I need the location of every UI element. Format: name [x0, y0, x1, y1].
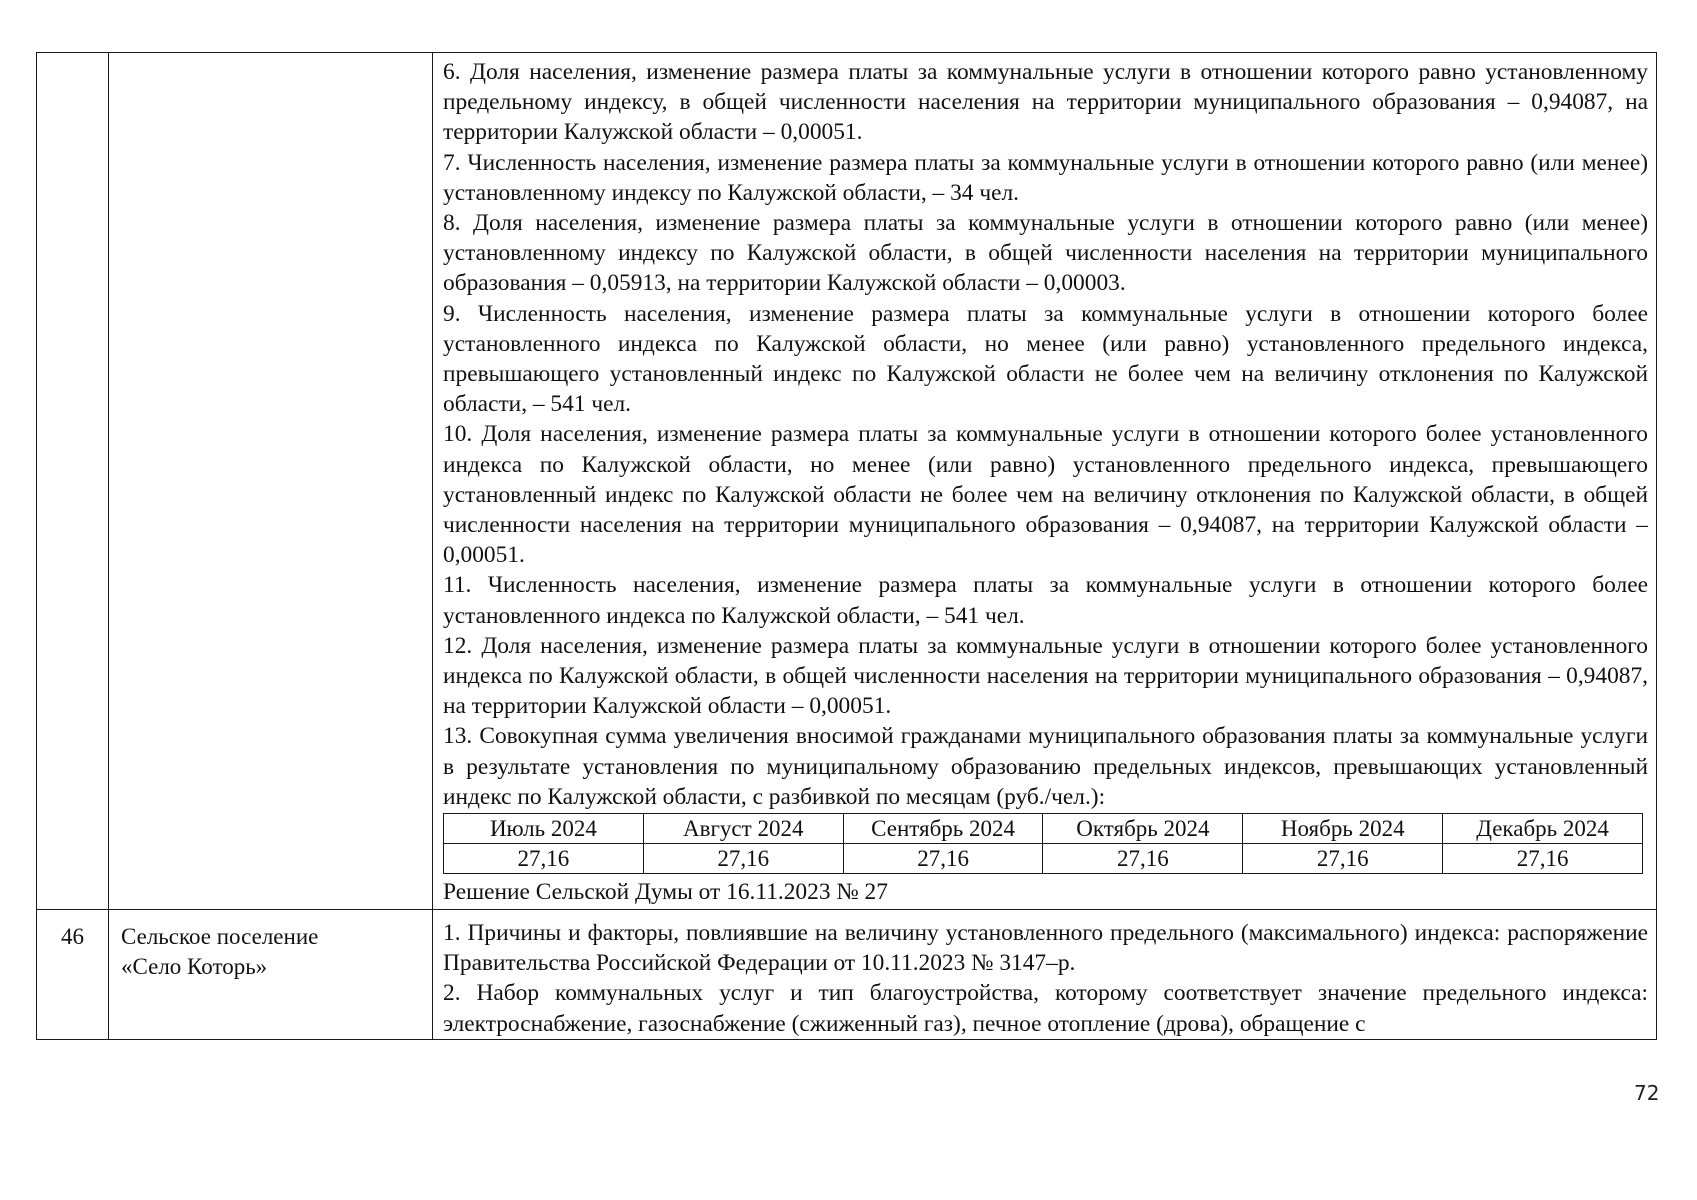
row-name-cell — [109, 53, 433, 910]
month-value: 27,16 — [843, 844, 1043, 874]
month-value: 27,16 — [1043, 844, 1243, 874]
paragraph-11: 11. Численность населения, изменение размера платы за коммунальные услуги в отношении которого более установленного индекса по Калужской области, – 541 чел. — [443, 572, 1648, 629]
month-header: Декабрь 2024 — [1443, 814, 1643, 844]
paragraph-9: 9. Численность населения, изменение размера платы за коммунальные услуги в отношении которого более установленного индекса по Калужской области, но менее (или равно) установленного предельного индекса, превышающего установленный индекс по Калужской области не более чем на величину отклонения по Калужской области, – 541 чел. — [443, 300, 1648, 418]
month-value: 27,16 — [1243, 844, 1443, 874]
settlement-name-line1: Сельское поселение — [121, 924, 319, 950]
month-value: 27,16 — [444, 844, 644, 874]
paragraph-13: 13. Совокупная сумма увеличения вносимой гражданами муниципального образования платы за коммунальные услуги в результате установления по муниципальному образованию предельных индексов, превышающих установленный индекс по Калужской области, с разбивкой по месяцам (руб./чел.): — [443, 723, 1648, 810]
month-header: Август 2024 — [643, 814, 843, 844]
main-table — [36, 52, 1657, 1040]
page-number: 72 — [1634, 1081, 1660, 1105]
paragraph-7: 7. Численность населения, изменение размера платы за коммунальные услуги в отношении которого равно (или менее) установленному индексу по Калужской области, – 34 чел. — [443, 149, 1648, 206]
month-header: Октябрь 2024 — [1043, 814, 1243, 844]
row-text-cell — [433, 53, 1657, 910]
paragraph-8: 8. Доля населения, изменение размера платы за коммунальные услуги в отношении которого равно (или менее) установленному индексу по Калужской области, в общей численности населения на территории муниципального образования – 0,05913, на территории Калужской области – 0,00003. — [443, 210, 1648, 297]
monthly-table-value-row — [444, 844, 1643, 874]
paragraph-12: 12. Доля населения, изменение размера платы за коммунальные услуги в отношении которого более установленного индекса по Калужской области, в общей численности населения на территории муниципального образования – 0,94087, на территории Калужской области – 0,00051. — [443, 632, 1648, 720]
monthly-table — [443, 813, 1643, 874]
month-header: Ноябрь 2024 — [1243, 814, 1443, 844]
month-header: Июль 2024 — [444, 814, 644, 844]
row-46-text-cell — [433, 910, 1657, 1040]
table-row-continued — [37, 53, 1657, 910]
row-number-cell — [37, 53, 109, 910]
paragraph-2: 2. Набор коммунальных услуг и тип благоустройства, которому соответствует значение предельного индекса: электроснабжение, газоснабжение (сжиженный газ), печное отопление (дрова), обращение с — [443, 980, 1648, 1037]
decision-reference: Решение Сельской Думы от 16.11.2023 № 27 — [443, 879, 888, 906]
paragraph-6: 6. Доля населения, изменение размера платы за коммунальные услуги в отношении которого равно установленному предельному индексу, в общей численности населения на территории муниципального образования – 0,94087, на территории Калужской области – 0,00051. — [443, 59, 1648, 146]
paragraph-1: 1. Причины и факторы, повлиявшие на величину установленного предельного (максимального) индекса: распоряжение Правительства Российской Федерации от 10.11.2023 № 3147–р. — [443, 920, 1648, 977]
paragraph-10: 10. Доля населения, изменение размера платы за коммунальные услуги в отношении которого более установленного индекса по Калужской области, но менее (или равно) установленного предельного индекса, превышающего установленный индекс по Калужской области не более чем на величину отклонения по Калужской области, в общей численности населения на территории муниципального образования – 0,94087, на территории Калужской области – 0,00051. — [443, 421, 1648, 569]
settlement-name-line2: «Село Которь» — [121, 954, 268, 980]
row-number: 46 — [37, 910, 109, 1040]
monthly-table-header-row — [444, 814, 1643, 844]
month-value: 27,16 — [643, 844, 843, 874]
month-header: Сентябрь 2024 — [843, 814, 1043, 844]
month-value: 27,16 — [1443, 844, 1643, 874]
settlement-name — [109, 910, 433, 1040]
table-row-46 — [37, 910, 1657, 1040]
